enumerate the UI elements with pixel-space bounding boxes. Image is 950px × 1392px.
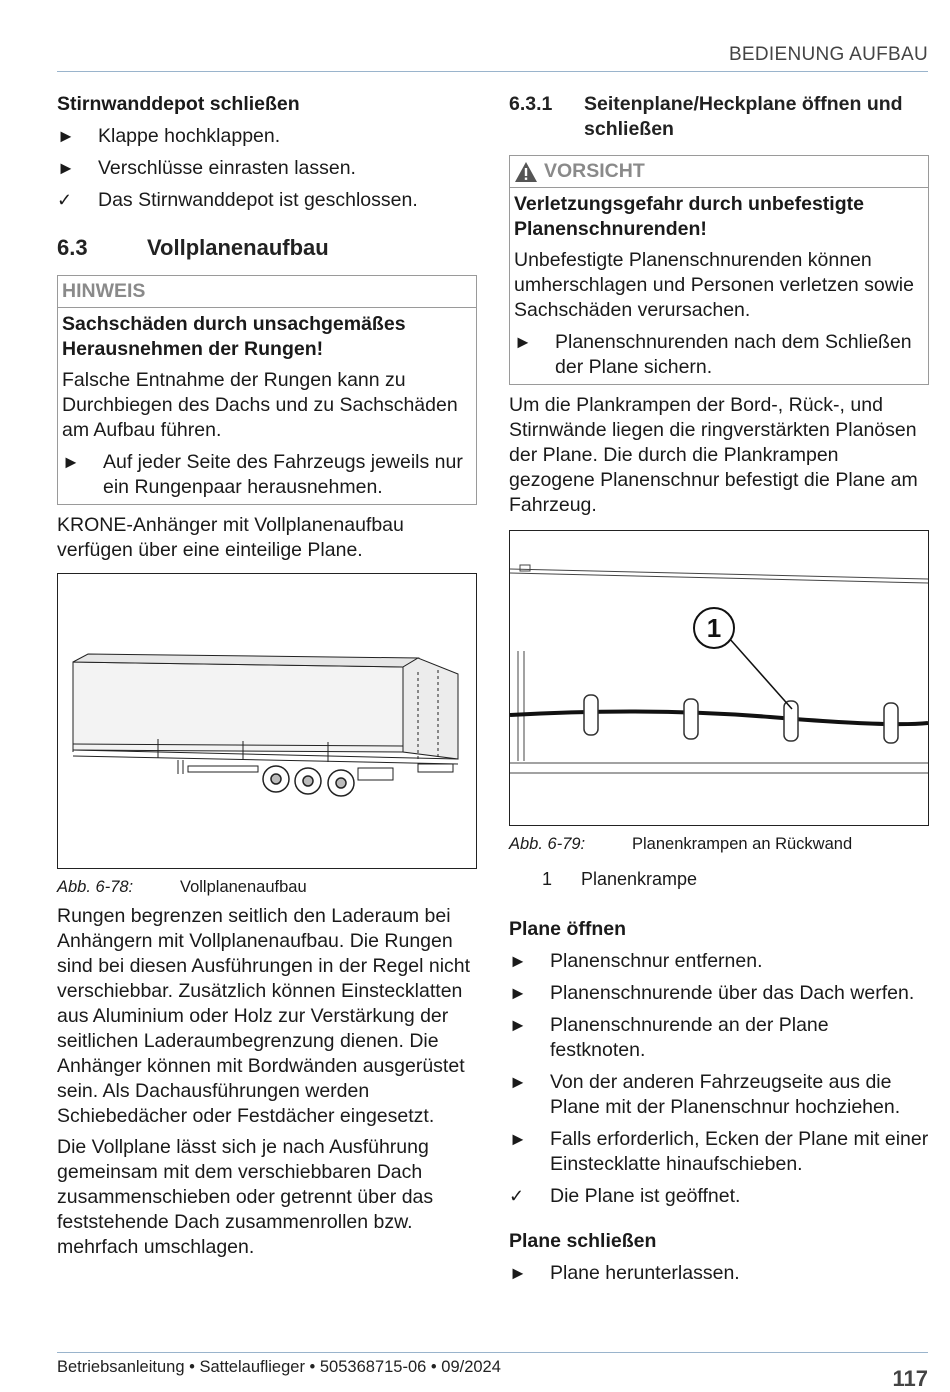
open-heading: Plane öffnen [509,918,627,940]
list-item: ► Klappe hochklappen. [57,125,281,147]
right-column [509,92,929,1286]
list-item: ► Verschlüsse einrasten lassen. [57,157,356,179]
footer-text: Betriebsanleitung • Sattelauflieger • 505368715-06 • 09/2024 [57,1358,501,1376]
paragraph: Die Vollplane lässt sich je nach Ausführung gemeinsam mit dem verschiebbaren Dach zusammenschieben oder getrennt über das feststehende Dach zusammenrollen bzw. mehrfach umschlagen. [57,1136,434,1258]
intro-text: KRONE-Anhänger mit Vollplanenaufbau verfügen über eine einteilige Plane. [57,514,404,561]
running-header: BEDIENUNG AUFBAU [728,44,928,65]
hinweis-title: Sachschäden durch unsachgemäßes Herausnehmen der Rungen! [62,313,406,360]
trailer-illustration [58,574,476,868]
hinweis-step: ► Auf jeder Seite des Fahrzeugs jeweils nur ein Rungenpaar herausnehmen. [62,451,463,498]
list-item: ✓ Das Stirnwanddepot ist geschlossen. [57,189,418,211]
header-divider [57,71,928,72]
intro-text: Um die Plankrampen der Bord-, Rück-, und Stirnwände liegen die ringverstärkten Planösen der Plane. Die durch die Plankrampen gezogene Planenschnur befestigt die Plane am Fahrzeug. [509,394,918,516]
footer-divider [57,1352,928,1353]
list-item: ► Planenschnur entfernen. [509,950,763,972]
vorsicht-header [510,156,928,188]
vorsicht-step: ► Planenschnurenden nach dem Schließen der Plane sichern. [514,331,912,378]
paragraph: Rungen begrenzen seitlich den Laderaum bei Anhängern mit Vollplanenaufbau. Die Rungen sind bei diesen Ausführungen in der Regel nicht verschiebbar. Zusätzlich können Einstecklatten aus Aluminium oder Holz zur Verstärkung der seitlichen Laderaumbegrenzung dienen. Die Anhänger können mit Bordwänden ausgerüstet sein. Als Dachausführungen werden Schiebedächer oder Festdächer eingesetzt. [57,905,471,1127]
list-item: ► Planenschnurende an der Plane festknoten. [509,1014,829,1061]
vorsicht-box [509,155,929,385]
left-column [57,92,477,1260]
warning-icon [514,161,538,183]
list-item: ► Falls erforderlich, Ecken der Plane mit einer Einstecklatte hinaufschieben. [509,1128,929,1175]
page-number: 117 [892,1366,928,1391]
hinweis-body: Falsche Entnahme der Rungen kann zu Durchbiegen des Dachs und zu Sachschäden am Aufbau führen. [62,369,458,441]
section-heading: 6.3 Vollplanenaufbau [57,235,329,260]
krampen-figure [509,530,929,826]
stirnwand-heading: Stirnwanddepot schließen [57,93,300,115]
figure-caption: Abb. 6-78: Vollplanenaufbau [57,878,307,896]
list-item: ✓ Die Plane ist geöffnet. [509,1185,741,1207]
vorsicht-label: VORSICHT [544,160,645,182]
subsection-heading: 6.3.1 Seitenplane/Heckplane öffnen und schließen [509,93,903,140]
figure-caption: Abb. 6-79: Planenkrampen an Rückwand [509,835,853,853]
trailer-figure [57,573,477,869]
krampen-illustration [510,531,928,825]
figure-legend: 1 Planenkrampe [542,869,698,889]
vorsicht-title: Verletzungsgefahr durch unbefestigte Planenschnurenden! [514,193,864,240]
hinweis-label: HINWEIS [58,276,476,308]
list-item: ► Plane herunterlassen. [509,1262,740,1284]
list-item: ► Von der anderen Fahrzeugseite aus die Plane mit der Planenschnur hochziehen. [509,1071,901,1118]
callout-number: 1 [706,613,722,643]
vorsicht-body: Unbefestigte Planenschnurenden können umherschlagen und Personen verletzen sowie Sachschäden verursachen. [514,249,914,321]
list-item: ► Planenschnurende über das Dach werfen. [509,982,915,1004]
close-heading: Plane schließen [509,1230,657,1252]
hinweis-box [57,275,477,505]
